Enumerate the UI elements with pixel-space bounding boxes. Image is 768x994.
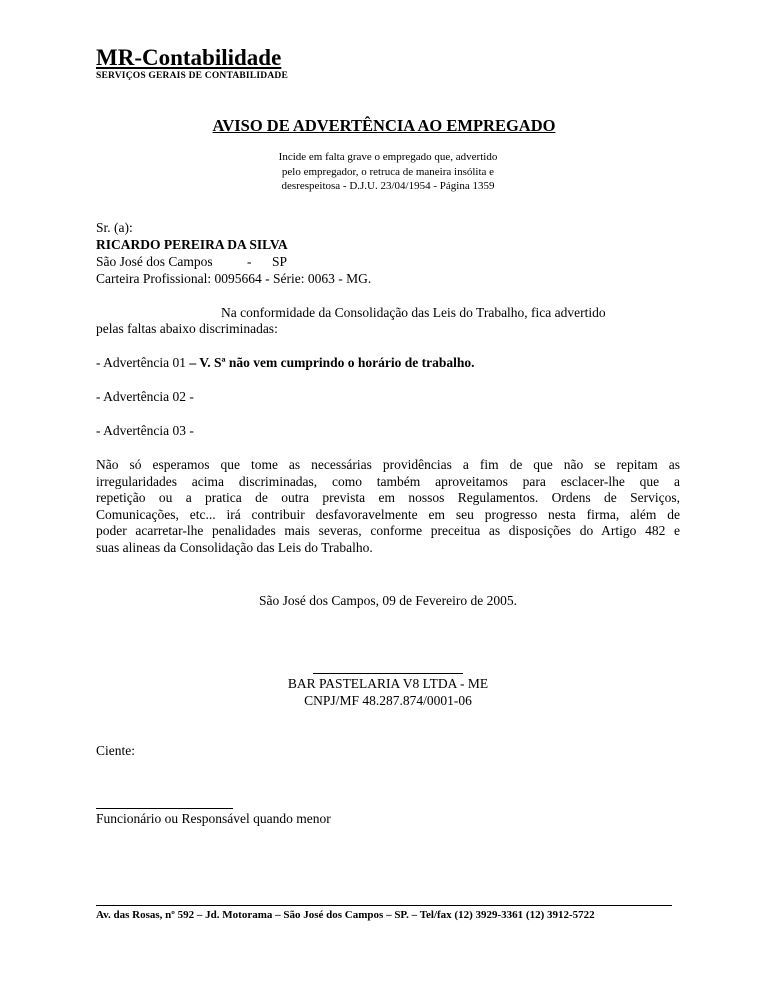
company-subtitle: SERVIÇOS GERAIS DE CONTABILIDADE (96, 71, 288, 81)
quote-line: Incide em falta grave o empregado que, advertido (278, 151, 498, 163)
body-line: suas alineas da Consolidação das Leis do Trabalho. (96, 539, 373, 555)
date-line: São José dos Campos, 09 de Fevereiro de 2005. (259, 593, 517, 608)
salutation: Sr. (a): (96, 220, 133, 235)
warning-1-label: - Advertência 01 (96, 355, 186, 370)
body-line: irregularidades acima discriminadas, como também aproveitamos para esclacer-lhe que a (96, 473, 680, 489)
recipient-name: RICARDO PEREIRA DA SILVA (96, 237, 288, 252)
body-paragraph (96, 457, 680, 556)
warning-1 (96, 355, 475, 372)
intro-line: Na conformidade da Consolidação das Leis do Trabalho, fica advertido (221, 305, 606, 320)
recipient-carteira: Carteira Profissional: 0095664 - Série: 0063 - MG. (96, 271, 372, 286)
employee-signature-line (96, 808, 233, 809)
body-line: repetição ou a pratica de outra prevista em nossos Regulamentos. Ordens de Serviços, (96, 490, 680, 505)
city-separator: - (247, 254, 252, 269)
ciente-label: Ciente: (96, 743, 135, 758)
body-line: Comunicações, etc... irá contribuir desfavoravelmente em seu progresso nesta firma, além de (96, 506, 680, 522)
recipient-city: São José dos Campos (96, 254, 213, 269)
body-line: poder acarretar-lhe penalidades mais severas, conforme preceitua as disposições do Artigo 482 e (96, 523, 680, 538)
employer-signature-line (313, 673, 463, 674)
quote-line: desrespeitosa - D.J.U. 23/04/1954 - Página 1359 (281, 180, 495, 192)
document-title: AVISO DE ADVERTÊNCIA AO EMPREGADO (212, 116, 556, 135)
legal-quote (0, 150, 768, 194)
recipient-state: SP (272, 254, 288, 269)
body-line: Não só esperamos que tome as necessárias providências a fim de que não se repitam as (96, 457, 680, 472)
employer-name: BAR PASTELARIA V8 LTDA - ME (287, 676, 489, 691)
warning-2: - Advertência 02 - (96, 389, 194, 404)
warning-3: - Advertência 03 - (96, 423, 194, 438)
footer-rule (96, 905, 672, 906)
footer-address: Av. das Rosas, nº 592 – Jd. Motorama – São José dos Campos – SP. – Tel/fax (12) 3929-3361 (12) 3912-5722 (96, 909, 595, 921)
warning-1-text: – V. Sª não vem cumprindo o horário de trabalho. (189, 355, 475, 370)
intro-line: pelas faltas abaixo discriminadas: (96, 321, 278, 336)
quote-line: pelo empregador, o retruca de maneira insólita e (281, 165, 495, 178)
employee-signature-label: Funcionário ou Responsável quando menor (96, 811, 331, 826)
company-brand: MR-Contabilidade (96, 45, 282, 70)
employer-cnpj: CNPJ/MF 48.287.874/0001-06 (304, 693, 472, 708)
